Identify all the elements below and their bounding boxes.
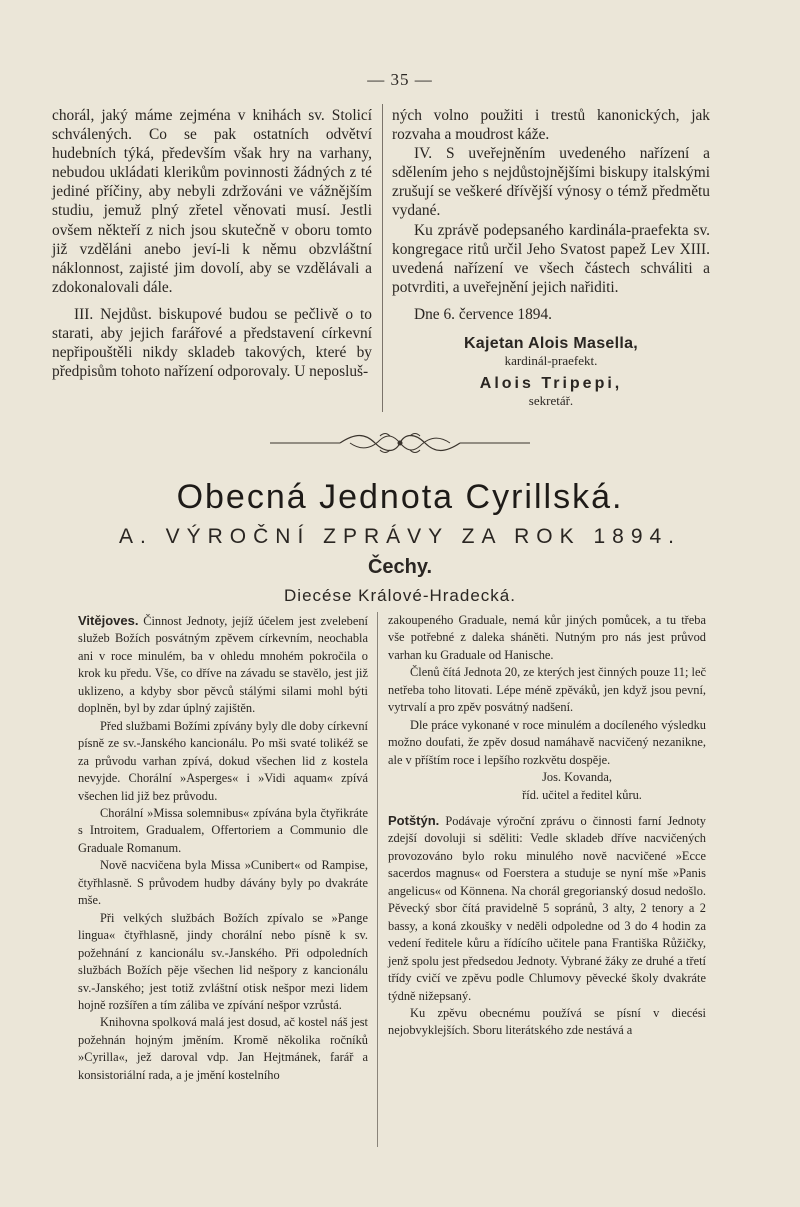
ornament-divider [270, 428, 530, 458]
paragraph: Dle práce vykonané v roce minulém a docíleného výsledku možno doufati, že zpěv dosud namáhavě nacvičený nezanikne, ale v příštím roce i lepšího rozkvětu dospěje. [388, 717, 706, 767]
paragraph: chorál, jaký máme zejména v knihách sv. Stolicí schválených. Co se pak ostatních odvětví hudebních týká, především však hry na varhany, nebudou ukládati klerikům povinnosti žádných z té jediné příčiny, aby nebyli zdržováni ve vážnějším studiu, jemuž plný zřetel věnovati musí. Jestli ovšem někteří z nich jsou skutečně v oboru tomto již vzděláni anebo jeví-li k němu obzvláštní náklonnost, zajisté jim dovolí, aby se vzdělávali a zdokonalovali dále. [52, 107, 372, 296]
signature-role: říd. učitel a ředitel kůru. [522, 787, 642, 802]
section-subtitle: A. VÝROČNÍ ZPRÁVY ZA ROK 1894. [118, 525, 682, 548]
top-left-column [52, 106, 372, 381]
paragraph: III. Nejdůst. biskupové budou se pečlivě o to starati, aby jejich farářové a představení církevní nepřipouštěli nikdy skladeb takových, které by předpisům tohoto nařízení odporovaly. U neposluš- [52, 305, 372, 381]
paragraph: Při velkých službách Božích zpívalo se »Pange lingua« čtyřhlasně, jindy chorální nebo písně k sv. požehnání z kancionálu sv.-Janského. Při odpoledních službách Božích pěje všechen lid nešpory z kancionálu sv.-Janského; jest totiž zvláštní otisk nešpor mezi lidem hojně rozšířen a tím záliba ve zpívání nešpor vzrůstá. [78, 910, 368, 1012]
signature-name: Jos. Kovanda, [542, 770, 612, 785]
report-right-column [388, 612, 706, 1040]
paragraph-text: Podávaje výroční zprávu o činnosti farní Jednoty zdejší dovoluji si sděliti: Vedle skladeb dříve nacvičených provozováno bylo roku minulého nově nacvičené »Ecce sacerdos magnus« od Foerstera a studuje se nyní mše »Panis angelicus« od Könnena. Na chorál gregorianský dosud nedošlo. Pěvecký sbor čítá pravidelně 5 sopránů, 3 alty, 2 tenory a 2 bassy, a koná zkoušky v neděli odpoledne od 3 do 4 hodin za vedení ředitele kůru a řídícího učitele pana Františka Růžičky, jenž spolu jest předsedou Jednoty. Vybrané žáky ze druhé a třetí třídy cvičí ve zpěvu podle Chlumovy pěvecké školy dvakráte týdně nižepsaný. [388, 813, 706, 1003]
paragraph [78, 612, 368, 718]
page-number: — 35 — [367, 70, 433, 89]
report-left-column [78, 612, 368, 1084]
paragraph: Ku zpěvu obecnému používá se písní v diecési nejobvyklejších. Sboru literátského zde nestává a [388, 1005, 706, 1038]
region-heading: Čechy. [367, 556, 433, 578]
signer-name: Kajetan Alois Masella, [463, 335, 639, 353]
paragraph: ných volno použiti i trestů kanonických, jak rozvaha a moudrost káže. [392, 107, 710, 144]
paragraph: Členů čítá Jednota 20, ze kterých jest činných pouze 11; leč netřeba toho litovati. Lépe méně zpěváků, jen když jsou pevní, vytrvalí a pro zpěv posvátný nadšení. [388, 665, 706, 715]
diocese-heading: Diecése Králové-Hradecká. [284, 586, 516, 605]
paragraph: zakoupeného Graduale, nemá kůr jiných pomůcek, a tu třeba vše potřebné z daleka sháněti. Nutným pro nás jest průvod varhan ku Graduale od Hanische. [388, 613, 706, 662]
paragraph: Před službami Božími zpívány byly dle doby církevní písně ze sv.-Janského kancionálu. Po mši svaté tolikéž se za průvodu varhan zpívá, dokud všechen lid z kostela nevyjde. Chorální »Asperges« i »Vidi aquam« zpívá všechen lid již bez průvodu. [78, 718, 368, 803]
paragraph-text: Činnost Jednoty, jejíž účelem jest zvelebení služeb Božích posvátným zpěvem církevním, neochabla ani v roce minulém, ba v ohledu mnohém pokročila o krok ku předu. Vše, co dříve na závadu se stavělo, jest již uklizeno, a kdyby sbor pěvců stálými silami mohl býti doplněn, byl by zdar úplný zajištěn. [78, 614, 368, 716]
place-name: Potštýn. [388, 812, 440, 828]
paragraph: Chorální »Missa solemnibus« zpívána byla čtyřikráte s Introitem, Gradualem, Offertoriem a Communio dle Graduale Romanum. [78, 805, 368, 855]
section-title: Obecná Jednota Cyrillská. [176, 478, 624, 516]
column-divider [382, 104, 383, 412]
paragraph [388, 812, 706, 1005]
signer-role: kardinál-praefekt. [504, 353, 598, 369]
paragraph: Nově nacvičena byla Missa »Cunibert« od Rampise, čtyřhlasně. S průvodem hudby dávány byly po dvakráte mše. [78, 858, 368, 908]
paragraph: Knihovna spolková malá jest dosud, ač kostel náš jest požehnán hojným jměním. Kromě několika ročníků »Cyrilla«, jež daroval vdp. Jan Hejtmánek, farář a konsistoriální rada, a je jmění kostelního [78, 1015, 368, 1082]
signer-role: sekretář. [528, 393, 574, 409]
signer-name: Alois Tripepi, [479, 375, 623, 393]
paragraph: IV. S uveřejněním uvedeného nařízení a sdělením jeho s nejdůstojnějšími biskupy italskými zrušují se veškeré dřívější výnosy o témž předmětu vydané. [392, 145, 710, 220]
place-name: Vitějoves. [78, 613, 139, 628]
column-divider [377, 612, 378, 1147]
date-line: Dne 6. července 1894. [414, 305, 553, 323]
top-right-column [392, 106, 710, 408]
paragraph: Ku zprávě podepsaného kardinála-praefekta sv. kongregace ritů určil Jeho Svatost papež Lev XIII. uvedená nařízení ve všech částech schváliti a potvrditi, a uveřejnění jejich nařiditi. [392, 221, 710, 296]
